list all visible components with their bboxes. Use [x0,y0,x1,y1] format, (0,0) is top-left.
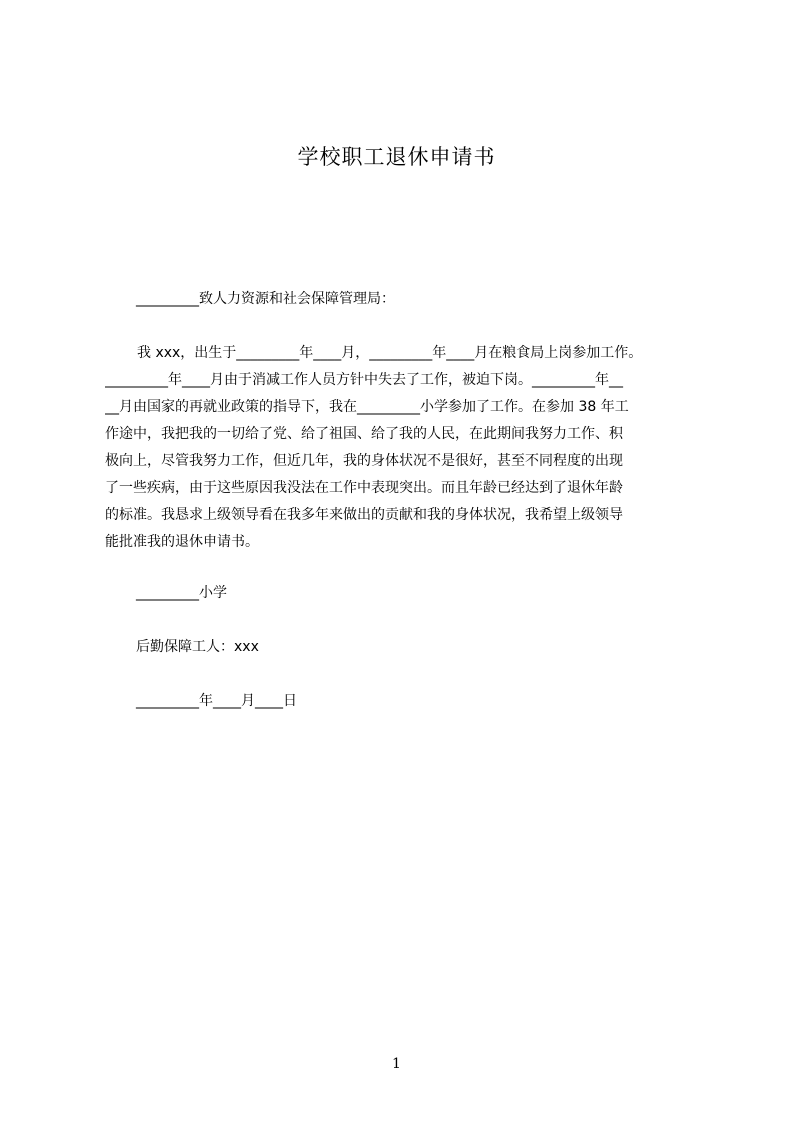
page-number: 1 [392,1056,401,1072]
date-line: _________年____月____日 [136,693,297,709]
body-paragraph [105,341,700,551]
school-signature-line: _________小学 [136,585,227,601]
body-line: 能批准我的退休申请书。 [105,534,259,550]
body-line: 的标准。我恳求上级领导看在我多年来做出的贡献和我的身体状况，我希望上级领导 [105,507,623,523]
worker-signature-line: 后勤保障工人：xxx [136,639,259,655]
body-line: 了一些疾病，由于这些原因我没法在工作中表现突出。而且年龄已经达到了退休年龄 [105,480,623,496]
body-line: 我 xxx，出生于_________年____月，_________年____月在粮食局上岗参加工作。 [137,345,643,361]
recipient-line: _________致人力资源和社会保障管理局： [136,291,395,307]
body-line: _________年____月由于消减工作人员方针中失去了工作，被迫下岗。_________年__ [105,372,623,388]
body-line: 作途中，我把我的一切给了党、给了祖国、给了我的人民，在此期间我努力工作、积 [105,426,623,442]
body-line: 极向上，尽管我努力工作，但近几年，我的身体状况不是很好，甚至不同程度的出现 [105,453,623,469]
document-title: 学校职工退休申请书 [297,145,496,169]
body-line: __月由国家的再就业政策的指导下，我在_________小学参加了工作。在参加 38 年工 [105,399,629,415]
